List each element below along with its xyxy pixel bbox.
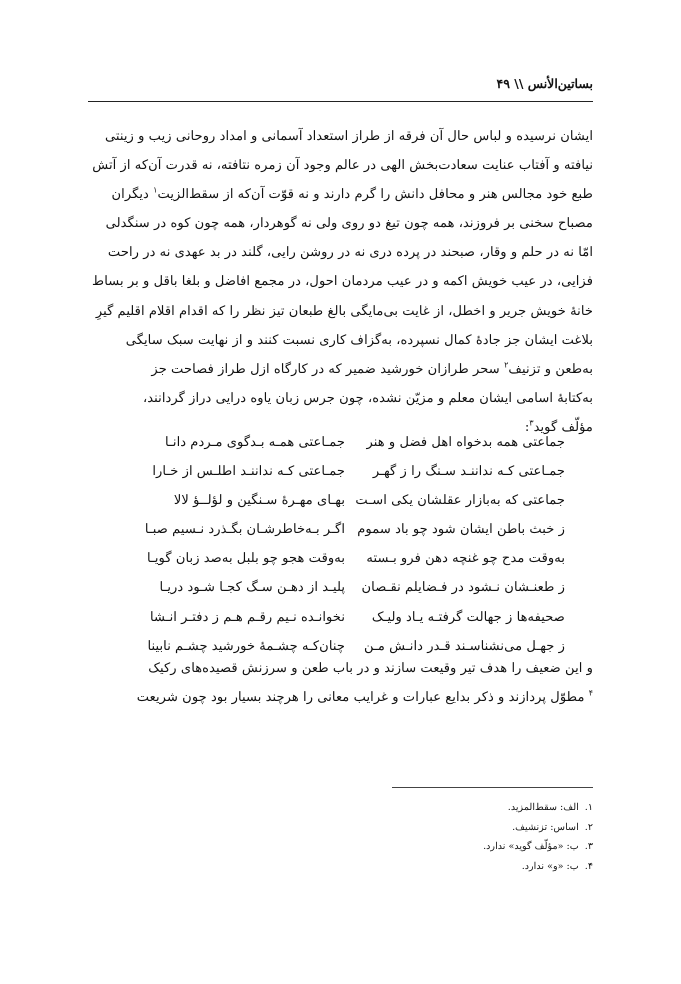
footnote-text: ب: «مؤلّف گوید» ندارد. <box>483 841 579 853</box>
verse-hemistich-second: چنان‌کـه چشـمهٔ خورشید چشـم نابینا <box>147 638 345 654</box>
verse-hemistich-first: ز جهـل می‌نشناسـند قـدر دانـش مـن <box>363 638 565 654</box>
verse-hemistich-second: نخوانـده نـیم رقـم هـم ز دفتـر انـشا <box>149 609 345 625</box>
footnote-marker[interactable]: ۱ <box>153 185 158 195</box>
text-line: فزایی، در عیب خویش اکمه و در عیب مردمان احول، در مجمع افاضل و بلغا باقل و بر بساط <box>92 274 593 290</box>
footnote-marker[interactable]: ۴ <box>588 688 593 698</box>
text-line: بلاغت ایشان جز جادهٔ کمال نسپرده، به‌گزاف کاری نسبت کنند و از نهایت سبک سایگی <box>125 332 593 348</box>
prose-paragraph-continued <box>88 654 593 712</box>
verse-hemistich-first: ز طعنـشان نـشود در فـضایلم نقـصان <box>361 580 565 596</box>
text-line: نیافته و آفتاب عنایت سعادت‌بخش الهی در عالم وجود آن زمره نتافته، نه قدرت آن‌که از آتش <box>92 158 593 174</box>
footnote <box>483 798 593 818</box>
header-rule <box>88 101 593 102</box>
verse-hemistich-first: جماعتی همه بدخواه اهل فضل و هنر <box>366 435 565 450</box>
verse-hemistich-second: بهـای مهـرهٔ سـنگین و لؤلــؤ لالا <box>173 493 345 509</box>
footnote-marker[interactable]: ۲ <box>504 360 509 370</box>
verse-hemistich-first: به‌وقت مدح چو غنچه دهن فرو بـسته <box>366 551 565 567</box>
footnote-number: ۴. <box>584 860 593 872</box>
text-line: به‌کتابهٔ اسامی ایشان معلم و مزیّن نشده، چون جرس زبان یاوه درایی دراز گردانند، <box>143 390 593 406</box>
poem-block <box>88 428 593 661</box>
footnote-marker[interactable]: ۳ <box>529 418 534 428</box>
verse-couplet <box>88 544 593 573</box>
text-line: طبع خود مجالس هنر و محافل دانش را گرم دارند و نه قوّت آن‌که از سقط‌الزیت$^۱$ دیگران <box>111 185 593 203</box>
footnote-text: اساس: تزنشیف. <box>512 821 579 833</box>
verse-couplet <box>88 515 593 544</box>
prose-paragraph <box>88 122 593 442</box>
text-line: امّا نه در حلم و وقار، صبحند در پرده دری نه در روشن رایی، گلند در بد عهدی نه در راحت <box>107 245 593 261</box>
text-line: مؤلّف گوید$^۳$: <box>524 418 593 435</box>
verse-couplet <box>88 603 593 632</box>
text-line: و این ضعیف را هدف تیر وقیعت سازند و در باب طعن و سرزنش قصیده‌های رکیک <box>148 661 593 676</box>
text-line: ایشان نرسیده و لباس حال آن فرقه از طراز استعداد آسمانی و امداد روحانی زیب و زینتی <box>104 129 593 144</box>
verse-couplet <box>88 573 593 602</box>
footnote-number: ۱. <box>584 802 593 813</box>
footnote <box>483 837 593 857</box>
verse-hemistich-first: جماعتی که به‌بازار عقلشان یکی اسـت <box>355 493 565 509</box>
verse-hemistich-second: به‌وقت هجو چو بلبل به‌صد زبان گویـا <box>146 551 345 567</box>
verse-hemistich-first: جمـاعتی کـه نداننـد سـنگ را ز گهـر <box>372 464 565 480</box>
verse-hemistich-second: جمـاعتی کـه نداننـد اطلـس از خـارا <box>152 464 345 480</box>
verse-hemistich-first: ز خبث باطن ایشان شود چو باد سموم <box>357 522 565 538</box>
footnote <box>483 857 593 877</box>
text-line: خانهٔ خویش جریر و اخطل، از غایت بی‌مایگی بالغ طبعان تیز نظر را که اقدام اقلام اقلیم گیرِ <box>95 303 593 319</box>
footnote-number: ۲. <box>584 821 593 833</box>
verse-hemistich-first: صحیفه‌ها ز جهالت گرفتـه یـاد ولیـک <box>371 609 565 625</box>
verse-couplet <box>88 457 593 486</box>
footnote-text: الف: سقط‌المزید. <box>507 802 579 813</box>
text-line: $^۴$ مطوّل پردازند و ذکر بدایع عبارات و غرایب معانی را هرچند بسیار بود چون شریعت <box>136 688 593 706</box>
footnotes <box>483 798 593 876</box>
verse-hemistich-second: اگـر بـه‌خاطرشـان بگـذرد نـسیم صبـا <box>144 522 345 538</box>
verse-hemistich-second: پلیـد از دهـن سـگ کجـا شـود دریـا <box>159 580 345 596</box>
footnote-number: ۳. <box>584 841 593 853</box>
text-line: مصباح سخنی بر فروزند، همه چون تیغ دو روی ولی نه گوهردار، همه چون کوه در سنگدلی <box>105 216 593 232</box>
verse-couplet <box>88 486 593 515</box>
text-line: به‌طعن و تزنیف$^۲$ سحر طرازان خورشید ضمیر که در کارگاه ازل طراز فصاحت جز <box>151 360 593 377</box>
footnote-text: ب: «و» ندارد. <box>521 860 579 872</box>
footnote <box>483 818 593 838</box>
verse-couplet <box>88 428 593 457</box>
verse-hemistich-second: جمـاعتی همـه بـدگوی مـردم دانـا <box>165 435 345 450</box>
footnote-rule <box>392 787 593 788</box>
running-header: بساتین‌الأنس \\ ۴۹ <box>496 76 593 91</box>
